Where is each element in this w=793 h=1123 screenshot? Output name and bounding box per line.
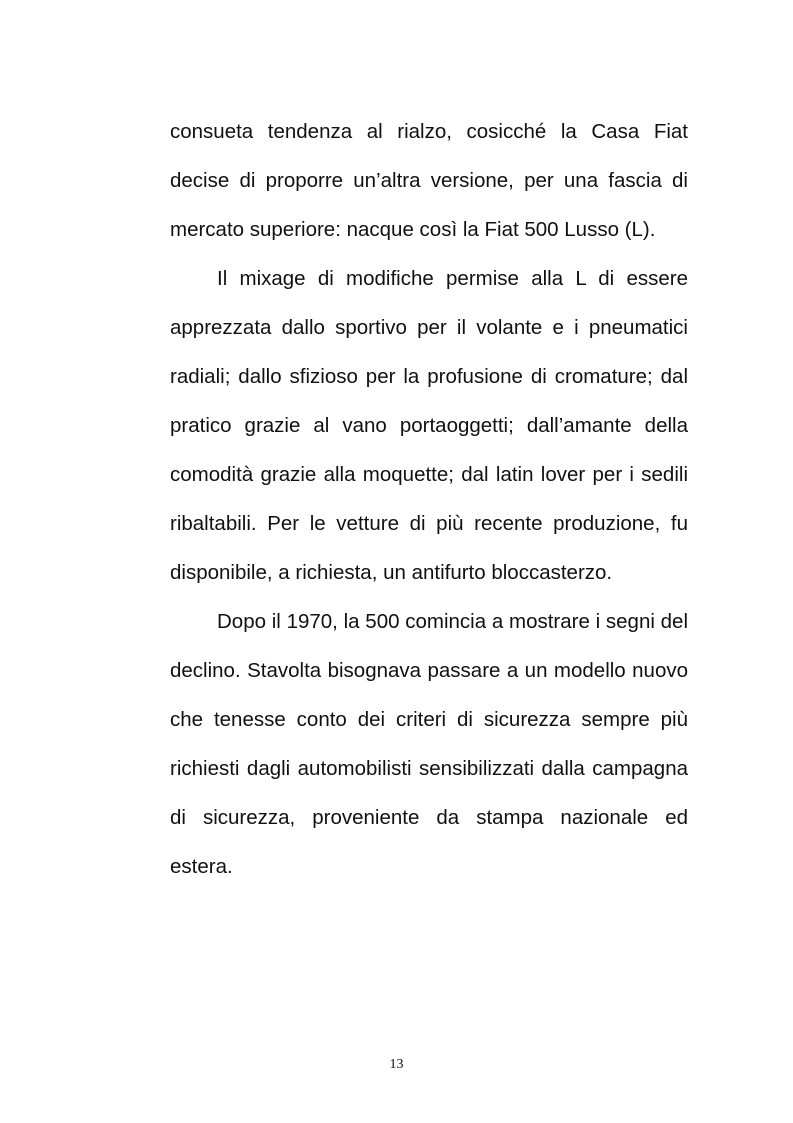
- paragraph: Dopo il 1970, la 500 comincia a mostrare i segni del declino. Stavolta bisognava passare a un modello nuovo che tenesse conto dei criteri di sicurezza sempre più richiesti dagli automobilisti sensibilizzati dalla campagna di sicurezza, proveniente da stampa nazionale ed estera.: [170, 610, 688, 878]
- paragraph: Il mixage di modifiche permise alla L di essere apprezzata dallo sportivo per il volante e i pneumatici radiali; dallo sfizioso per la profusione di cromature; dal pratico grazie al vano portaoggetti; dall’amante della comodità grazie alla moquette; dal latin lover per i sedili ribaltabili. Per le vetture di più recente produzione, fu disponibile, a richiesta, un antifurto bloccasterzo.: [170, 267, 688, 584]
- page-number: 13: [389, 1057, 404, 1072]
- body-text: [170, 107, 688, 891]
- paragraph-continued: consueta tendenza al rialzo, cosicché la Casa Fiat decise di proporre un’altra versione, per una fascia di mercato superiore: nacque così la Fiat 500 Lusso (L).: [170, 120, 688, 241]
